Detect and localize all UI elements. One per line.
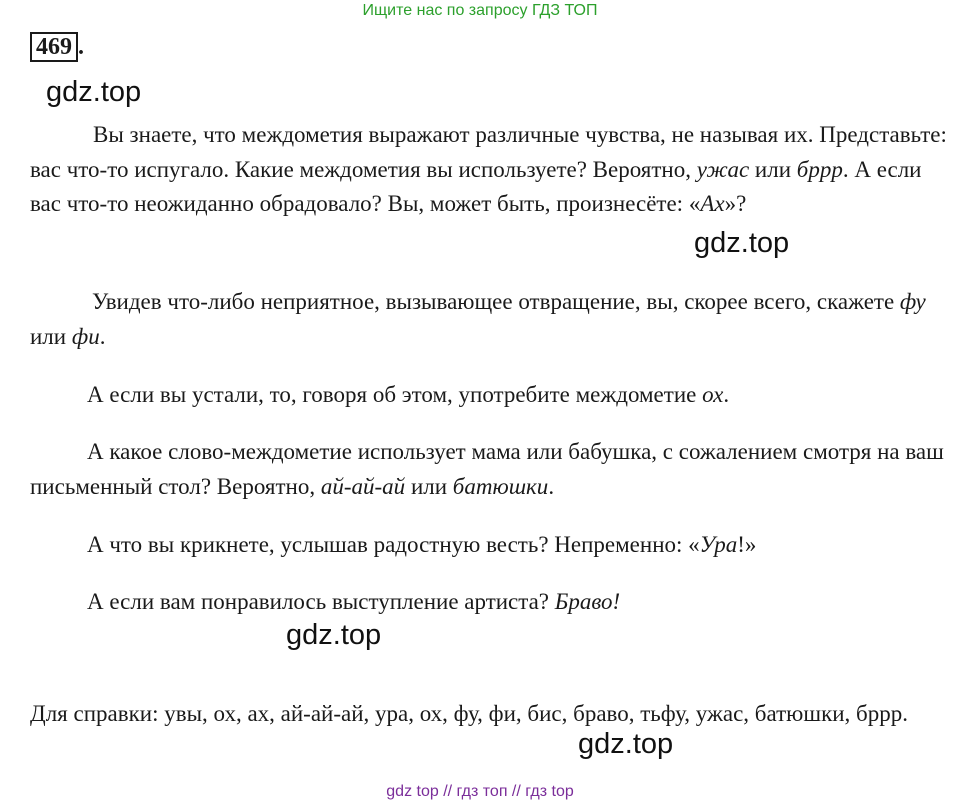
example-word: ай-ай-ай — [320, 473, 406, 499]
watermark: gdz.top — [578, 728, 674, 760]
paragraph-joy: А что вы крикнете, услышав радостную весть? Непременно: «Ура!» — [87, 532, 757, 557]
example-word: фу — [899, 289, 926, 314]
watermark: gdz.top — [46, 76, 142, 108]
paragraph-intro: Вы знаете, что междометия выражают различные чувства, не называя их. Представьте: вас что-то испугало. Какие междометия вы используете? Вероятно, ужас или бррр. А если вас что-то неожиданно обрадовало? Вы, может быть, произнесёте: «Ах»? — [30, 122, 947, 216]
task-number-suffix: . — [78, 34, 84, 60]
top-banner: Ищите нас по запросу ГДЗ ТОП — [362, 2, 598, 19]
paragraph-tired: А если вы устали, то, говоря об этом, употребите междометие ох. — [87, 382, 730, 407]
example-word: Браво! — [554, 589, 621, 614]
task-number — [30, 32, 84, 62]
example-word: батюшки — [452, 473, 549, 499]
example-word: бррр — [796, 156, 843, 182]
watermark: gdz.top — [286, 619, 382, 651]
paragraph-applause: А если вам понравилось выступление артиста? Браво! — [87, 589, 621, 614]
example-word: ужас — [696, 156, 750, 182]
watermark: gdz.top — [694, 227, 790, 259]
bottom-banner: gdz top // гдз топ // гдз top — [386, 783, 574, 800]
paragraph-disgust: Увидев что-либо неприятное, вызывающее отвращение, вы, скорее всего, скажете фу или фи. — [30, 289, 926, 349]
task-number-value: 469 — [36, 34, 72, 60]
example-word: ох — [702, 382, 724, 407]
reference-note: Для справки: увы, ох, ах, ай-ай-ай, ура, ох, фу, фи, бис, браво, тьфу, ужас, батюшки, бррр. — [30, 701, 908, 726]
example-word: Ура — [699, 532, 738, 557]
task-number-box — [30, 32, 78, 62]
example-word: Ах — [700, 191, 725, 216]
paragraph-regret: А какое слово-междометие использует мама или бабушка, с сожалением смотря на ваш письменный стол? Вероятно, ай-ай-ай или батюшки. — [30, 439, 944, 499]
example-word: фи — [71, 323, 100, 349]
